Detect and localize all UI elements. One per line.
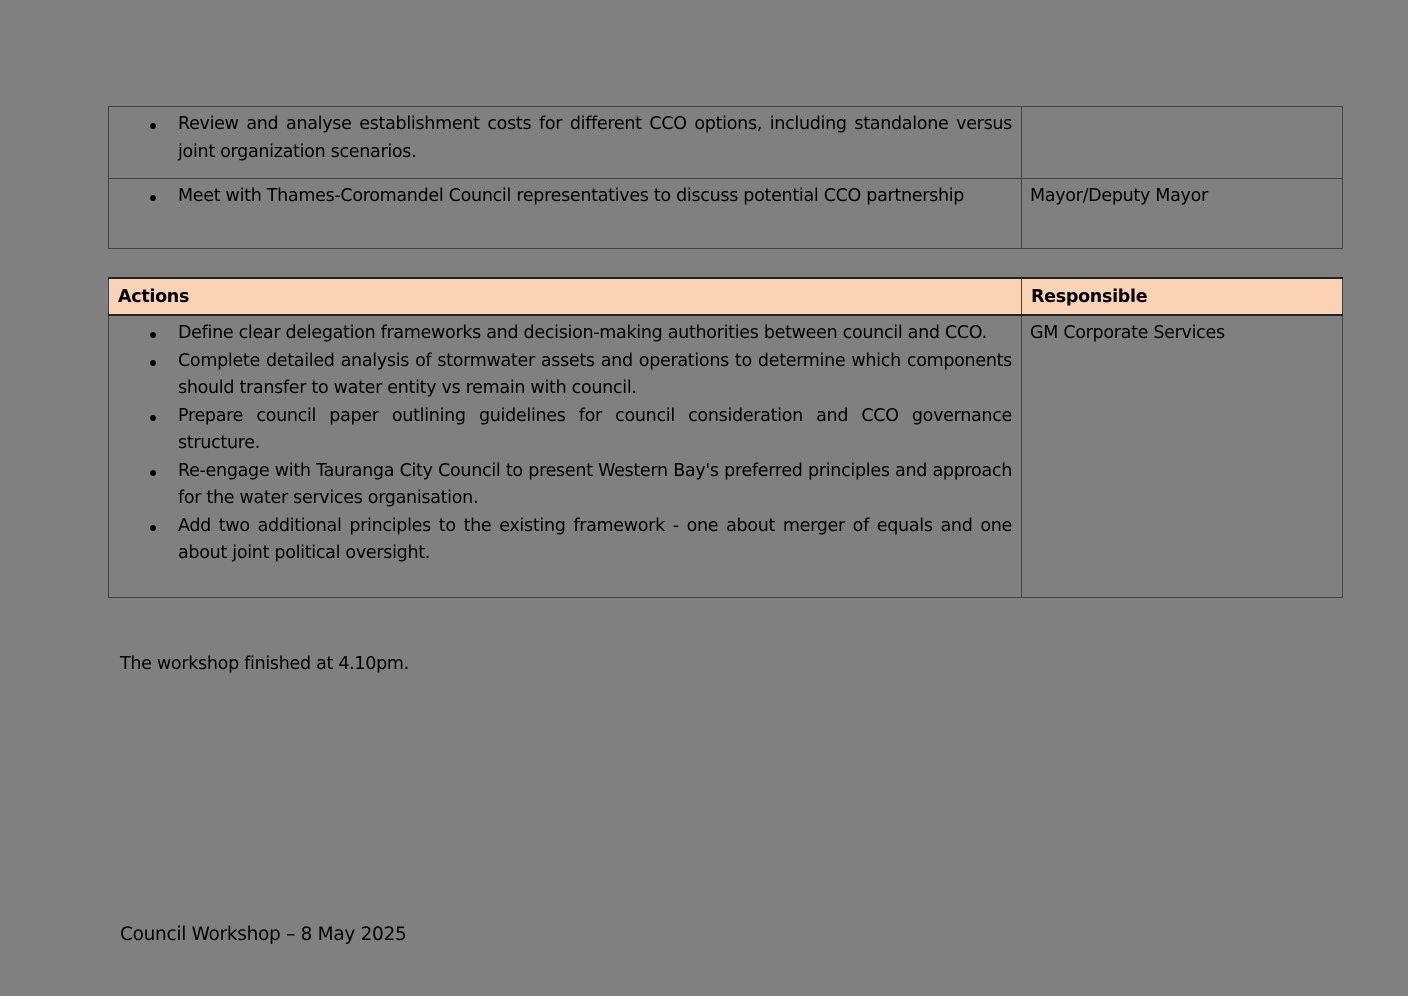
table-row — [109, 315, 1343, 598]
action-item: Complete detailed analysis of stormwater assets and operations to determine which components should transfer to water entity vs remain with council. — [178, 348, 1012, 403]
responsible-cell — [1022, 107, 1343, 179]
action-item: Review and analyse establishment costs for different CCO options, including standalone versus joint organization scenarios. — [178, 111, 1012, 166]
actions-cell — [109, 315, 1022, 598]
table-row — [109, 179, 1343, 249]
actions-cell — [109, 107, 1022, 179]
page-footer: Council Workshop – 8 May 2025 — [120, 924, 407, 945]
responsible-header: Responsible — [1022, 278, 1343, 315]
action-item: Add two additional principles to the existing framework - one about merger of equals and one about joint political oversight. — [178, 513, 1012, 568]
actions-table — [108, 277, 1343, 598]
action-item: Define clear delegation frameworks and decision-making authorities between council and CCO. — [178, 320, 1012, 348]
responsible-cell: Mayor/Deputy Mayor — [1022, 179, 1343, 249]
actions-table-continued — [108, 106, 1343, 249]
closing-text: The workshop finished at 4.10pm. — [120, 654, 409, 674]
action-item: Prepare council paper outlining guidelines for council consideration and CCO governance structure. — [178, 403, 1012, 458]
actions-cell — [109, 179, 1022, 249]
table-header-row — [109, 278, 1343, 315]
responsible-cell: GM Corporate Services — [1022, 315, 1343, 598]
action-item: Meet with Thames-Coromandel Council representatives to discuss potential CCO partnership — [178, 183, 1012, 211]
action-item: Re-engage with Tauranga City Council to present Western Bay's preferred principles and approach for the water services organisation. — [178, 458, 1012, 513]
table-row — [109, 107, 1343, 179]
actions-header: Actions — [109, 278, 1022, 315]
